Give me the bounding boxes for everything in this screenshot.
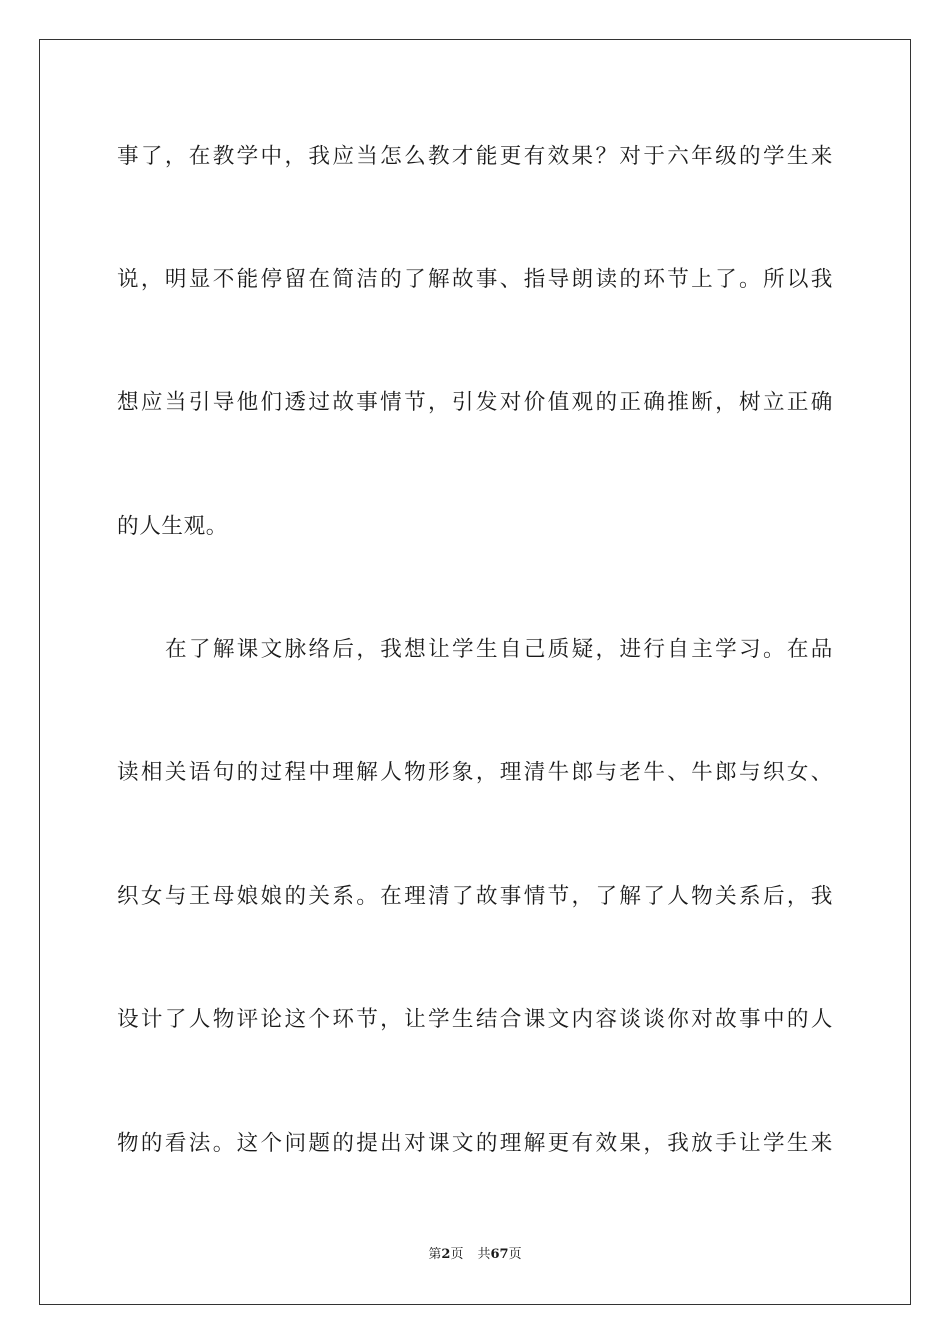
page-number: 2 [441,1247,451,1262]
total-suffix: 页 [508,1247,522,1262]
text-line-2: 说，明显不能停留在简洁的了解故事、指导朗读的环节上了。所以我 [117,267,833,292]
text-line-1: 事了，在教学中，我应当怎么教才能更有效果？对于六年级的学生来 [117,144,833,169]
page-suffix: 页 [450,1247,464,1262]
text-line-9: 物的看法。这个问题的提出对课文的理解更有效果，我放手让学生来 [117,1131,833,1156]
text-line-3: 想应当引导他们透过故事情节，引发对价值观的正确推断，树立正确 [117,390,833,415]
page-prefix: 第 [428,1247,442,1262]
page-border [39,39,911,1305]
text-line-5: 在了解课文脉络后，我想让学生自己质疑，进行自主学习。在品 [165,637,833,662]
text-line-6: 读相关语句的过程中理解人物形象，理清牛郎与老牛、牛郎与织女、 [117,760,833,785]
text-line-4: 的人生观。 [117,514,228,539]
total-pages: 67 [490,1247,509,1262]
text-line-8: 设计了人物评论这个环节，让学生结合课文内容谈谈你对故事中的人 [117,1007,833,1032]
total-prefix: 共 [477,1247,491,1262]
text-line-7: 织女与王母娘娘的关系。在理清了故事情节，了解了人物关系后，我 [117,884,833,909]
page-footer [0,1246,950,1264]
